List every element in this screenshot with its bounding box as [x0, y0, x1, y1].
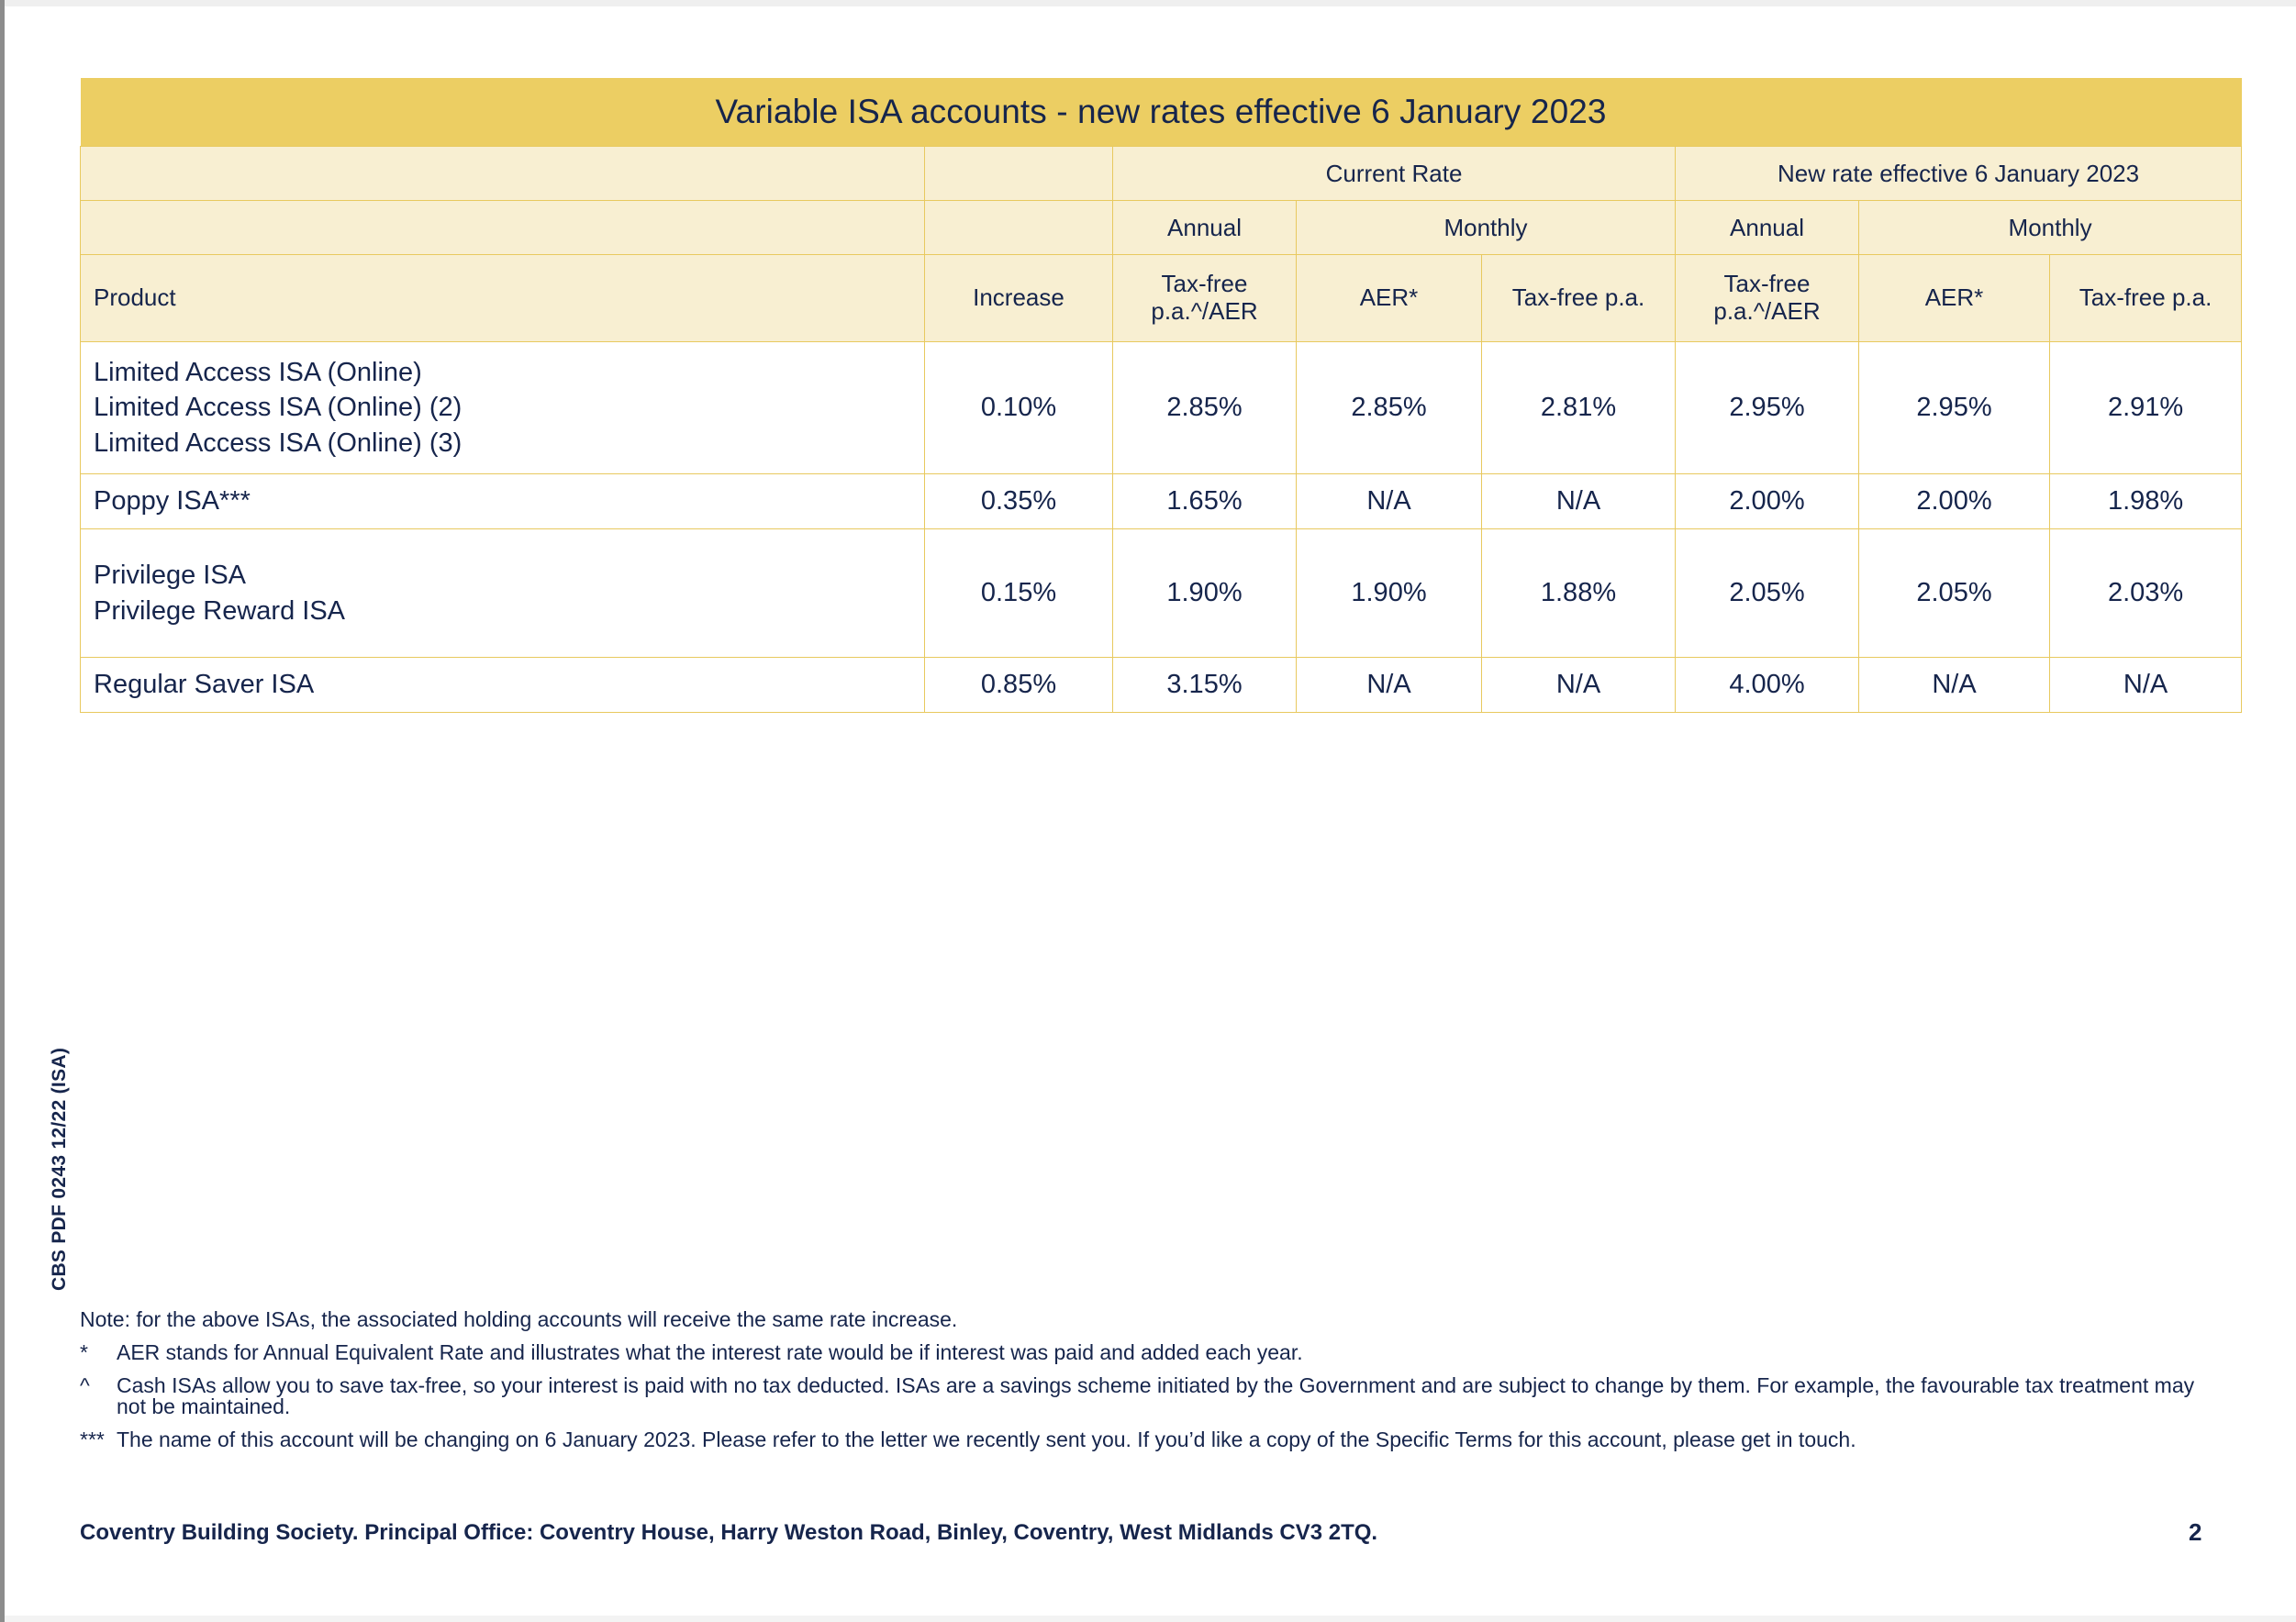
table-row: [81, 529, 2242, 658]
column-header-new-monthly-taxfree: Tax-free p.a.: [2050, 255, 2242, 342]
footnote-intro: Note: for the above ISAs, the associated holding accounts will receive the same rate increase.: [80, 1307, 958, 1331]
cell-increase: 0.35%: [925, 474, 1113, 529]
cell-new-monthly-taxfree: 2.03%: [2050, 529, 2242, 658]
table-title-row: [81, 78, 2242, 147]
footnote-body: The name of this account will be changing on 6 January 2023. Please refer to the letter we recently sent you. If you’d like a copy of the Specific Terms for this account, please get in touch.: [117, 1428, 1856, 1451]
cell-current-annual-taxfree: 2.85%: [1113, 342, 1297, 474]
cell-current-annual-taxfree: 1.65%: [1113, 474, 1297, 529]
footnote-body: AER stands for Annual Equivalent Rate and illustrates what the interest rate would be if interest was paid and added each year.: [117, 1340, 1303, 1364]
cell-new-monthly-aer: 2.00%: [1859, 474, 2050, 529]
table-title: Variable ISA accounts - new rates effective 6 January 2023: [81, 78, 2242, 147]
product-name-line: Regular Saver ISA: [94, 670, 315, 700]
period-header-current-annual: Annual: [1113, 201, 1297, 255]
footnote-marker: ***: [80, 1428, 105, 1451]
period-header-spacer-increase: [925, 201, 1113, 255]
cell-new-monthly-aer: 2.05%: [1859, 529, 2050, 658]
cell-new-monthly-taxfree: 2.91%: [2050, 342, 2242, 474]
period-header-spacer-product: [81, 201, 925, 255]
cell-current-monthly-taxfree: N/A: [1482, 474, 1676, 529]
product-name-line: Poppy ISA***: [94, 486, 251, 517]
cell-current-monthly-aer: 1.90%: [1297, 529, 1482, 658]
cell-current-monthly-taxfree: 1.88%: [1482, 529, 1676, 658]
cell-current-annual-taxfree: 1.90%: [1113, 529, 1297, 658]
cell-current-monthly-taxfree: 2.81%: [1482, 342, 1676, 474]
row-product-names: [81, 342, 925, 474]
cell-new-monthly-taxfree: 1.98%: [2050, 474, 2242, 529]
footnote-marker: *: [80, 1340, 88, 1364]
page-edge-top: [5, 0, 2296, 6]
row-product-names: [81, 658, 925, 713]
cell-current-monthly-aer: 2.85%: [1297, 342, 1482, 474]
cell-new-monthly-aer: 2.95%: [1859, 342, 2050, 474]
group-header-spacer-increase: [925, 147, 1113, 201]
column-header-product: Product: [81, 255, 925, 342]
footnote-asterisk: [80, 1342, 2227, 1363]
footnotes: [80, 1309, 2227, 1462]
column-header-new-monthly-aer: AER*: [1859, 255, 2050, 342]
row-product-names: [81, 474, 925, 529]
period-header-new-annual: Annual: [1676, 201, 1859, 255]
page-sheet: [5, 6, 2296, 1616]
group-header-spacer-product: [81, 147, 925, 201]
product-name-line: Privilege Reward ISA: [94, 595, 345, 626]
footnote-marker: ^: [80, 1373, 90, 1397]
column-header-increase: Increase: [925, 255, 1113, 342]
side-document-code: CBS PDF 0243 12/22 (ISA): [49, 1047, 70, 1291]
company-footer: Coventry Building Society. Principal Office: Coventry House, Harry Weston Road, Binley, Coventry, West Midlands CV3 2TQ.: [80, 1520, 1378, 1545]
column-header-line-2: p.a.^/AER: [1713, 297, 1821, 325]
cell-increase: 0.85%: [925, 658, 1113, 713]
product-name-line: Privilege ISA: [94, 561, 247, 591]
group-header-current-rate: Current Rate: [1113, 147, 1676, 201]
row-product-names: [81, 529, 925, 658]
column-header-new-annual-taxfree: [1676, 255, 1859, 342]
cell-new-annual-taxfree: 4.00%: [1676, 658, 1859, 713]
group-header-row: [81, 147, 2242, 201]
cell-current-monthly-aer: N/A: [1297, 658, 1482, 713]
column-header-line-1: Tax-free: [1161, 270, 1248, 298]
period-header-row: [81, 201, 2242, 255]
cell-new-monthly-taxfree: N/A: [2050, 658, 2242, 713]
group-header-new-rate: New rate effective 6 January 2023: [1676, 147, 2242, 201]
cell-new-annual-taxfree: 2.05%: [1676, 529, 1859, 658]
column-header-line-2: p.a.^/AER: [1151, 297, 1258, 325]
column-header-current-monthly-taxfree: Tax-free p.a.: [1482, 255, 1676, 342]
table-row: [81, 342, 2242, 474]
cell-increase: 0.10%: [925, 342, 1113, 474]
period-header-current-monthly: Monthly: [1297, 201, 1676, 255]
cell-current-annual-taxfree: 3.15%: [1113, 658, 1297, 713]
page-number: 2: [2189, 1518, 2202, 1546]
cell-current-monthly-taxfree: N/A: [1482, 658, 1676, 713]
product-name-line: Limited Access ISA (Online) (3): [94, 428, 463, 458]
table-row: [81, 474, 2242, 529]
period-header-new-monthly: Monthly: [1859, 201, 2242, 255]
page-edge-bottom: [5, 1616, 2296, 1622]
footnote-body: Cash ISAs allow you to save tax-free, so your interest is paid with no tax deducted. ISAs are a savings scheme initiated by the Government and are subject to change by them. For example, the favourable tax treatment may not be maintained.: [117, 1373, 2195, 1418]
column-header-current-monthly-aer: AER*: [1297, 255, 1482, 342]
product-name-line: Limited Access ISA (Online) (2): [94, 393, 463, 423]
product-name-line: Limited Access ISA (Online): [94, 358, 422, 388]
cell-new-annual-taxfree: 2.00%: [1676, 474, 1859, 529]
column-header-line-1: Tax-free: [1723, 270, 1811, 298]
cell-current-monthly-aer: N/A: [1297, 474, 1482, 529]
footnote-caret: [80, 1375, 2227, 1417]
table-row: [81, 658, 2242, 713]
footnote-triple-asterisk: [80, 1429, 2227, 1450]
column-header-row: [81, 255, 2242, 342]
cell-new-monthly-aer: N/A: [1859, 658, 2050, 713]
cell-increase: 0.15%: [925, 529, 1113, 658]
variable-isa-rates-table: [80, 78, 2242, 713]
column-header-current-annual-taxfree: [1113, 255, 1297, 342]
cell-new-annual-taxfree: 2.95%: [1676, 342, 1859, 474]
